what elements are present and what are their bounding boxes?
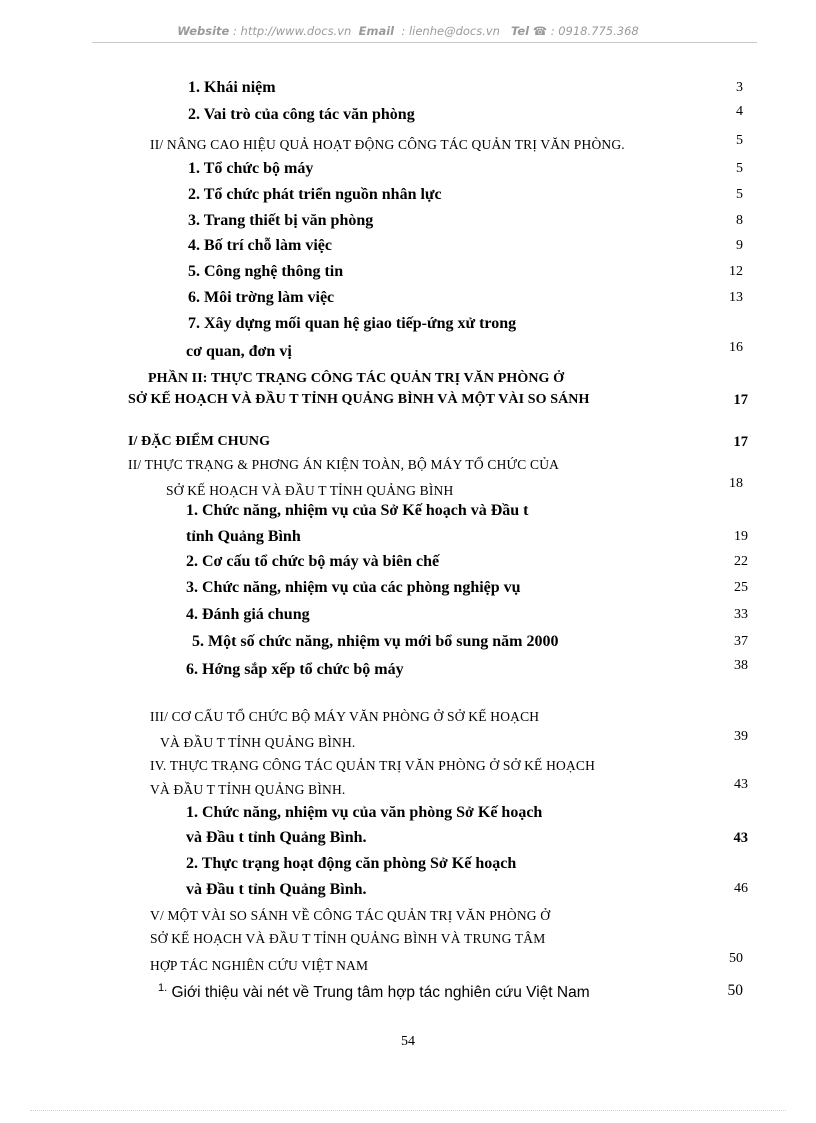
toc-page: 19 <box>734 529 748 544</box>
toc-entry: 2. Thực trạng hoạt động căn phòng Sở Kế hoạch <box>186 855 517 872</box>
toc-section: I/ ĐẶC ĐIỂM CHUNG <box>128 434 271 449</box>
toc-part: PHẦN II: THỰC TRẠNG CÔNG TÁC QUẢN TRỊ VĂN PHÒNG Ở <box>148 371 565 386</box>
toc-page: 5 <box>736 161 743 176</box>
toc-entry: 1. Chức năng, nhiệm vụ của Sở Kế hoạch và Đầu t <box>186 502 529 519</box>
toc-section: HỢP TÁC NGHIÊN CỨU VIỆT NAM <box>150 958 369 973</box>
toc-page: 46 <box>734 881 748 896</box>
toc-page: 17 <box>733 392 748 408</box>
toc-section: VÀ ĐẦU T TỈNH QUẢNG BÌNH. <box>160 735 356 750</box>
toc-section: II/ NÂNG CAO HIỆU QUẢ HOẠT ĐỘNG CÔNG TÁC QUẢN TRỊ VĂN PHÒNG. <box>150 137 625 152</box>
toc-entry: 4. Đánh giá chung <box>186 606 310 623</box>
page-number: 54 <box>401 1034 415 1049</box>
toc-page: 50 <box>729 951 743 966</box>
toc-marker: 1. <box>158 982 168 994</box>
toc-page: 50 <box>727 982 743 999</box>
toc-page: 8 <box>736 213 743 228</box>
toc-entry <box>158 982 590 1002</box>
toc-page: 12 <box>729 264 743 279</box>
toc-page: 16 <box>729 340 743 355</box>
footer-divider <box>30 1110 786 1111</box>
toc-entry: 6. Môi trờng làm việc <box>188 289 335 306</box>
toc-entry: 3. Trang thiết bị văn phòng <box>188 212 374 229</box>
toc-page: 5 <box>736 187 743 202</box>
toc-entry: 1. Tổ chức bộ máy <box>188 160 314 177</box>
toc-entry: 5. Công nghệ thông tin <box>188 263 344 280</box>
toc-entry: 1. Chức năng, nhiệm vụ của văn phòng Sở Kế hoạch <box>186 804 543 821</box>
toc-entry: 2. Cơ cấu tổ chức bộ máy và biên chế <box>186 553 440 570</box>
page-header <box>0 24 816 38</box>
toc-page: 22 <box>734 554 748 569</box>
toc-page: 18 <box>729 476 743 491</box>
toc-entry: cơ quan, đơn vị <box>186 343 292 360</box>
toc-section: III/ CƠ CẤU TỔ CHỨC BỘ MÁY VĂN PHÒNG Ở SỞ KẾ HOẠCH <box>150 709 540 724</box>
toc-page: 13 <box>729 290 743 305</box>
toc-entry: 2. Vai trò của công tác văn phòng <box>188 106 415 123</box>
toc-page: 4 <box>736 104 743 119</box>
toc-entry: 2. Tổ chức phát triển nguồn nhân lực <box>188 186 442 203</box>
toc-page: 43 <box>734 777 748 792</box>
toc-page: 5 <box>736 133 743 148</box>
toc-entry: và Đầu t tỉnh Quảng Bình. <box>186 829 367 846</box>
toc-page: 3 <box>736 80 743 95</box>
toc-entry: và Đầu t tỉnh Quảng Bình. <box>186 881 367 898</box>
toc-page: 25 <box>734 580 748 595</box>
toc-section: SỞ KẾ HOẠCH VÀ ĐẦU T TỈNH QUẢNG BÌNH VÀ TRUNG TÂM <box>150 931 546 946</box>
toc-entry-text: Giới thiệu vài nét về Trung tâm hợp tác nghiên cứu Việt Nam <box>171 984 590 1002</box>
toc-section: SỞ KẾ HOẠCH VÀ ĐẦU T TỈNH QUẢNG BÌNH <box>166 483 454 498</box>
tel-label: Tel <box>510 24 530 38</box>
toc-section: II/ THỰC TRẠNG & PHƠNG ÁN KIỆN TOÀN, BỘ MÁY TỔ CHỨC CỦA <box>128 457 560 472</box>
toc-page: 39 <box>734 729 748 744</box>
header-divider <box>92 42 757 43</box>
toc-entry: 6. Hớng sắp xếp tổ chức bộ máy <box>186 661 404 678</box>
email-label: Email <box>358 24 395 38</box>
website-label: Website <box>177 24 230 38</box>
toc-entry: tỉnh Quảng Bình <box>186 528 301 545</box>
toc-page: 33 <box>734 607 748 622</box>
toc-page: 37 <box>734 634 748 649</box>
toc-entry: 3. Chức năng, nhiệm vụ của các phòng nghiệp vụ <box>186 579 521 596</box>
toc-entry: 1. Khái niệm <box>188 79 276 96</box>
toc-entry: 7. Xây dựng mối quan hệ giao tiếp-ứng xử trong <box>188 315 517 332</box>
toc-section: VÀ ĐẦU T TỈNH QUẢNG BÌNH. <box>150 782 346 797</box>
website-value: : http://www.docs.vn <box>233 24 352 38</box>
toc-section: IV. THỰC TRẠNG CÔNG TÁC QUẢN TRỊ VĂN PHÒNG Ở SỞ KẾ HOẠCH <box>150 758 596 773</box>
toc-page: 9 <box>736 238 743 253</box>
toc-page: 38 <box>734 658 748 673</box>
toc-page: 17 <box>733 434 748 450</box>
phone-icon: ☎ <box>532 24 548 38</box>
toc-page: 43 <box>733 830 748 846</box>
tel-value: : 0918.775.368 <box>550 24 639 38</box>
email-value: : lienhe@docs.vn <box>401 24 500 38</box>
toc-section: V/ MỘT VÀI SO SÁNH VỀ CÔNG TÁC QUẢN TRỊ VĂN PHÒNG Ở <box>150 908 551 923</box>
toc-entry: 5. Một số chức năng, nhiệm vụ mới bổ sung năm 2000 <box>192 633 559 650</box>
toc-entry: 4. Bố trí chỗ làm việc <box>188 237 332 254</box>
toc-part: SỞ KẾ HOẠCH VÀ ĐẦU T TỈNH QUẢNG BÌNH VÀ MỘT VÀI SO SÁNH <box>128 392 590 407</box>
